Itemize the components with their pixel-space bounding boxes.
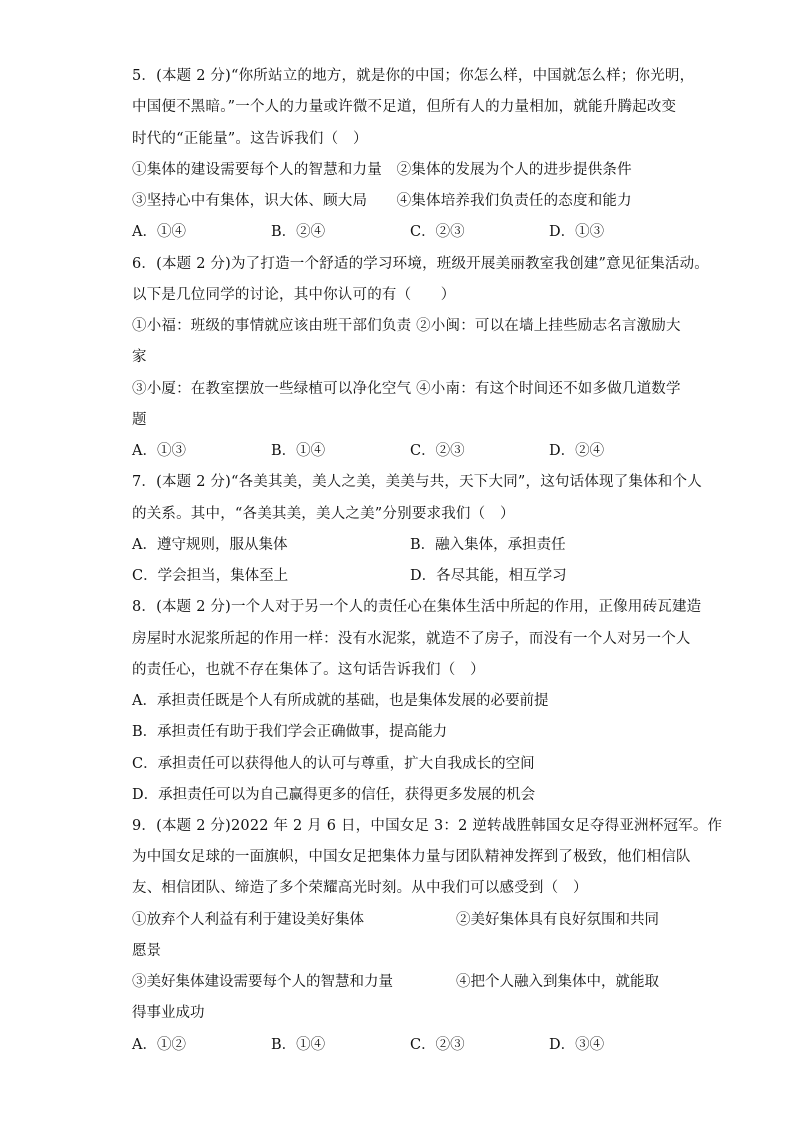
q8-option-b: B．承担责任有助于我们学会正确做事，提高能力 xyxy=(132,724,448,740)
q5-option-b: B．②④ xyxy=(271,224,326,240)
q6-statement-2: ③小厦：在教室摆放一些绿植可以净化空气 ④小南：有这个时间还不如多做几道数学 xyxy=(132,381,681,397)
q6-statement-1-cont: 家 xyxy=(132,349,147,365)
q7-option-c: C．学会担当，集体至上 xyxy=(132,568,289,584)
q6-stem-line-2: 以下是几位同学的讨论，其中你认可的有（ ） xyxy=(132,287,456,303)
q7-option-b: B．融入集体，承担责任 xyxy=(410,537,566,553)
q5-option-d: D．①③ xyxy=(549,224,605,240)
q9-statement-3: ③美好集体建设需要每个人的智慧和力量 xyxy=(132,974,393,990)
q7-option-a: A．遵守规则，服从集体 xyxy=(132,537,288,553)
q6-stem-line-1: 6．(本题 2 分)为了打造一个舒适的学习环境，班级开展美丽教室我创建”意见征集活动。 xyxy=(132,256,709,272)
q6-statement-2-cont: 题 xyxy=(132,412,147,428)
q5-option-a: A．①④ xyxy=(132,224,186,240)
q5-stem-line-3: 时代的“正能量”。这告诉我们（ ） xyxy=(132,131,368,147)
q9-statement-4: ④把个人融入到集体中，就能取 xyxy=(456,974,659,990)
q9-stem-line-2: 为中国女足球的一面旗帜，中国女足把集体力量与团队精神发挥到了极致，他们相信队 xyxy=(132,849,691,865)
q6-option-b: B．①④ xyxy=(271,443,326,459)
q7-stem-line-1: 7．(本题 2 分)“各美其美，美人之美，美美与共，天下大同”，这句话体现了集体和个人 xyxy=(132,474,702,490)
q8-option-d: D．承担责任可以为自己赢得更多的信任，获得更多发展的机会 xyxy=(132,787,536,803)
q9-option-c: C．②③ xyxy=(410,1037,465,1053)
q9-option-b: B．①④ xyxy=(271,1037,326,1053)
q9-stem-line-3: 友、相信团队、缔造了多个荣耀高光时刻。从中我们可以感受到（ ） xyxy=(132,880,588,896)
q8-stem-line-1: 8．(本题 2 分)一个人对于另一个人的责任心在集体生活中所起的作用，正像用砖瓦建造 xyxy=(132,599,702,615)
q5-statement-2: ③坚持心中有集体，识大体、顾大局 ④集体培养我们负责任的态度和能力 xyxy=(132,193,632,209)
q9-option-d: D．③④ xyxy=(549,1037,605,1053)
q5-statement-1: ①集体的建设需要每个人的智慧和力量 ②集体的发展为个人的进步提供条件 xyxy=(132,162,632,178)
q7-stem-line-2: 的关系。其中，“各美其美，美人之美”分别要求我们（ ） xyxy=(132,506,515,522)
q7-option-d: D．各尽其能，相互学习 xyxy=(410,568,567,584)
q6-option-a: A．①③ xyxy=(132,443,186,459)
q6-statement-1: ①小福：班级的事情就应该由班干部们负责 ②小闽：可以在墙上挂些励志名言激励大 xyxy=(132,318,681,334)
q6-option-d: D．②④ xyxy=(549,443,605,459)
q9-option-a: A．①② xyxy=(132,1037,186,1053)
q9-statement-2-cont: 愿景 xyxy=(132,943,161,959)
q9-statement-1: ①放弃个人利益有利于建设美好集体 xyxy=(132,912,364,928)
q9-statement-2: ②美好集体具有良好氛围和共同 xyxy=(456,912,659,928)
q6-option-c: C．②③ xyxy=(410,443,465,459)
q8-option-c: C．承担责任可以获得他人的认可与尊重，扩大自我成长的空间 xyxy=(132,756,535,772)
q8-option-a: A．承担责任既是个人有所成就的基础，也是集体发展的必要前提 xyxy=(132,693,549,709)
q5-stem-line-2: 中国便不黑暗。”一个人的力量或许微不足道，但所有人的力量相加，就能升腾起改变 xyxy=(132,99,677,115)
q8-stem-line-3: 的责任心，也就不存在集体了。这句话告诉我们（ ） xyxy=(132,662,485,678)
q9-stem-line-1: 9．(本题 2 分)2022 年 2 月 6 日，中国女足 3：2 逆转战胜韩国女足夺得亚洲杯冠军。作 xyxy=(132,818,723,834)
q5-option-c: C．②③ xyxy=(410,224,465,240)
q9-statement-4-cont: 得事业成功 xyxy=(132,1005,205,1021)
q5-stem-line-1: 5．(本题 2 分)“你所站立的地方，就是你的中国；你怎么样，中国就怎么样；你光明， xyxy=(132,68,695,84)
q8-stem-line-2: 房屋时水泥浆所起的作用一样：没有水泥浆，就造不了房子，而没有一个人对另一个人 xyxy=(132,631,691,647)
